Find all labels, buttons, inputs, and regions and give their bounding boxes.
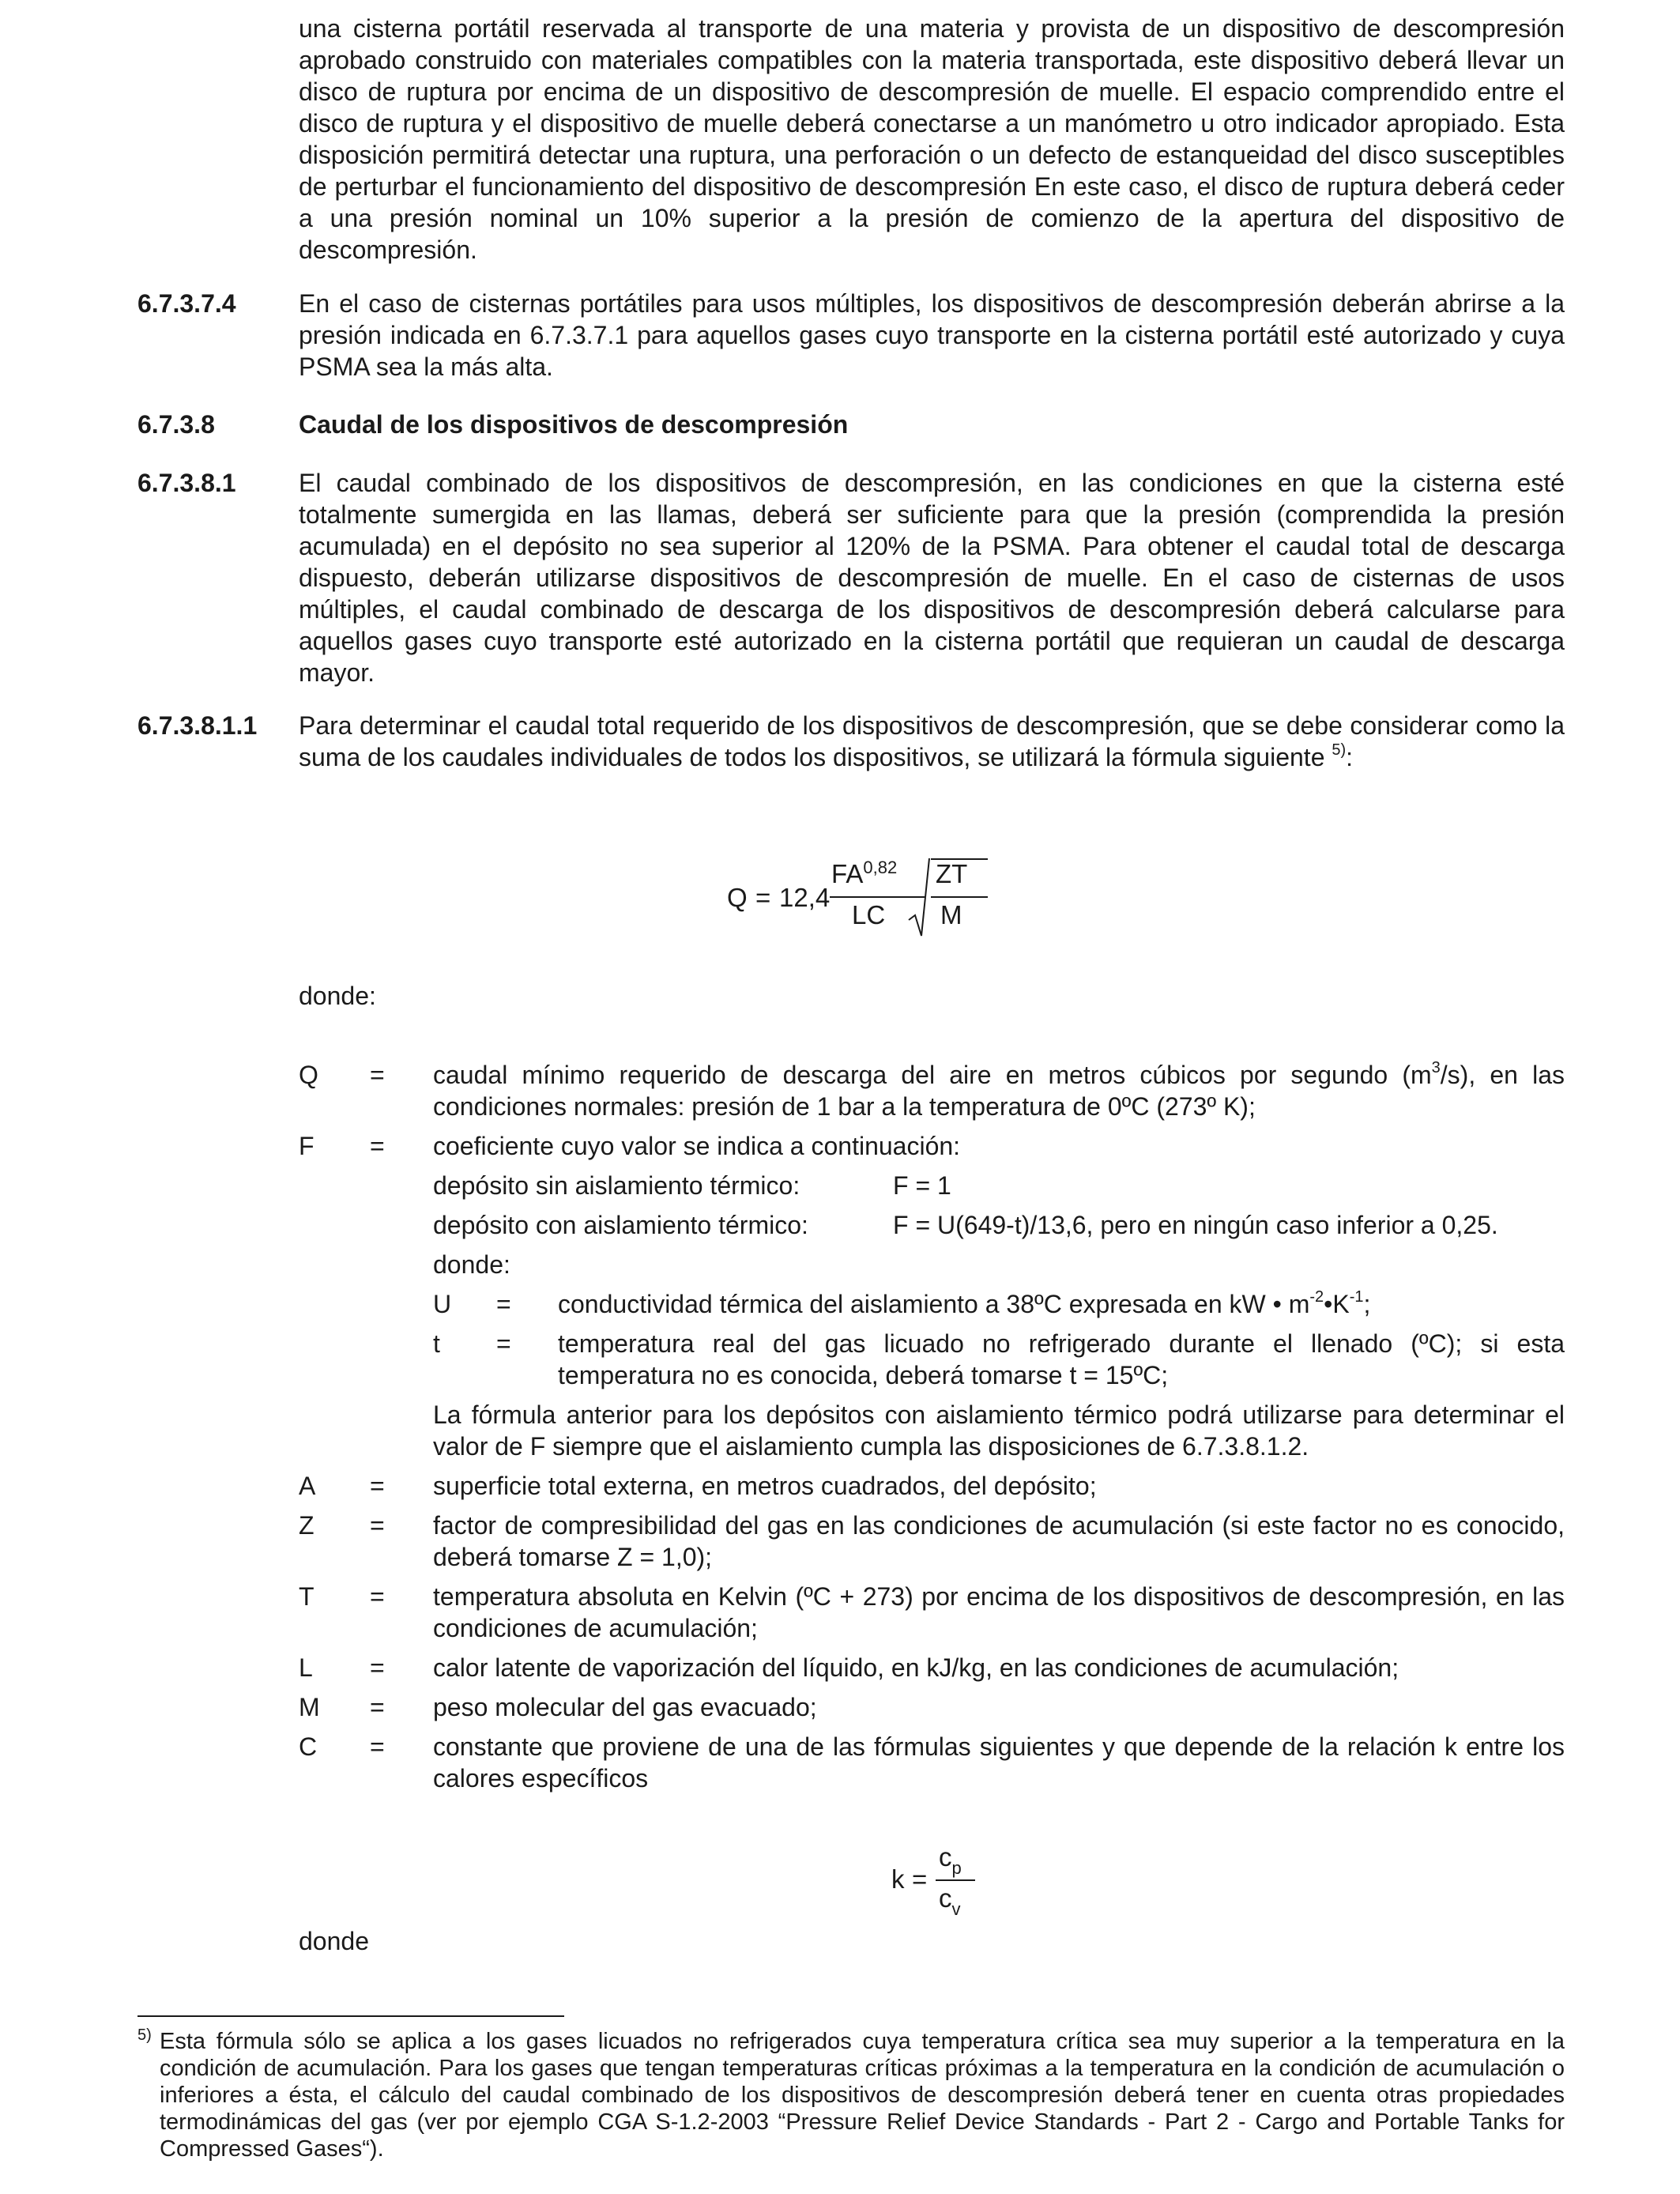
footnote-mark: 5): [137, 2026, 152, 2044]
numerator-subscript: p: [951, 1858, 962, 1878]
equals: =: [370, 1132, 385, 1160]
case-label: depósito con aislamiento térmico:: [433, 1211, 808, 1239]
section-text-tail: :: [1346, 743, 1354, 771]
where-label: donde:: [299, 982, 376, 1010]
text-part: ;: [1363, 1290, 1371, 1318]
equals: =: [370, 1693, 385, 1721]
equals: =: [496, 1329, 511, 1358]
formula-lhs: Q: [727, 883, 748, 912]
formula-numerator: [831, 858, 897, 893]
where-label-2: donde: [299, 1927, 369, 1955]
equals: =: [370, 1653, 385, 1682]
section-heading: Caudal de los dispositivos de descompresión: [299, 410, 849, 439]
text-part: •K: [1324, 1290, 1350, 1318]
definition-text: [558, 1288, 1565, 1320]
square-root-icon: [907, 854, 931, 941]
footnote-text: Esta fórmula sólo se aplica a los gases licuados no refrigerados cuya temperatura crítica sea muy superior a la temperatura en la condición de acumulación. Para los gases que tengan temperaturas críticas próximas a la temperatura en la condición de acumulación o inferiores a ésta, el cálculo del caudal combinado de los dispositivos de descompresión deberá tener en cuenta otras propiedades termodinámicas del gas (ver por ejemplo CGA S-1.2-2003 “Pressure Relief Device Standards - Part 2 - Cargo and Portable Tanks for Compressed Gases“).: [160, 2029, 1565, 2162]
text-part: conductividad térmica del aislamiento a 38ºC expresada en kW • m: [558, 1290, 1310, 1318]
k-formula: [891, 1842, 986, 1921]
symbol: M: [299, 1693, 320, 1721]
definition-text: coeficiente cuyo valor se indica a continuación:: [433, 1132, 961, 1160]
footnote-reference: 5): [1332, 741, 1347, 759]
case-label: depósito sin aislamiento térmico:: [433, 1171, 800, 1200]
definition-text: temperatura absoluta en Kelvin (ºC + 273) por encima de los dispositivos de descompresión, en las condiciones de acumulación;: [433, 1582, 1565, 1642]
section-number: 6.7.3.8: [137, 410, 215, 439]
symbol: T: [299, 1582, 315, 1611]
root-numerator: ZT: [936, 859, 968, 888]
definition-text: constante que proviene de una de las fórmulas siguientes y que depende de la relación k entre los calores específicos: [433, 1732, 1565, 1793]
denominator-base: c: [939, 1883, 952, 1913]
equals: =: [370, 1472, 385, 1500]
where-label: donde:: [433, 1250, 510, 1279]
superscript: -1: [1349, 1288, 1364, 1306]
equals: =: [370, 1582, 385, 1611]
section-number: 6.7.3.8.1: [137, 469, 236, 497]
symbol: L: [299, 1653, 313, 1682]
footnote-separator: [137, 2015, 564, 2017]
definition-text: temperatura real del gas licuado no refrigerado durante el llenado (ºC); si esta temperatura no es conocida, deberá tomarse t = 15ºC;: [558, 1329, 1565, 1389]
formula-denominator: LC: [852, 900, 886, 929]
formula-numerator: [939, 1842, 962, 1876]
equals: =: [370, 1732, 385, 1761]
section-text: En el caso de cisternas portátiles para usos múltiples, los dispositivos de descompresión deberán abrirse a la presión indicada en 6.7.3.7.1 para aquellos gases cuyo transporte en la cisterna portátil esté autorizado y cuya PSMA sea la más alta.: [299, 289, 1565, 381]
numerator-base: c: [939, 1842, 952, 1872]
section-text: El caudal combinado de los dispositivos de descompresión, en las condiciones en que la cisterna esté totalmente sumergida en las llamas, deberá ser suficiente para que la presión (comprendida la presión acumulada) en el depósito no sea superior al 120% de la PSMA. Para obtener el caudal total de descarga dispuesto, deberán utilizarse dispositivos de descompresión de muelle. En el caso de cisternas de usos múltiples, el caudal combinado de descarga de los dispositivos de descompresión deberá calcularse para aquellos gases cuyo transporte esté autorizado en la cisterna portátil que requieran un caudal de descarga mayor.: [299, 469, 1565, 687]
case-value: F = U(649-t)/13,6, pero en ningún caso inferior a 0,25.: [893, 1211, 1498, 1239]
formula-equals: =: [912, 1864, 928, 1894]
definition-text: factor de compresibilidad del gas en las condiciones de acumulación (si este factor no es conocido, deberá tomarse Z = 1,0);: [433, 1511, 1565, 1571]
definition-text: calor latente de vaporización del líquido, en kJ/kg, en las condiciones de acumulación;: [433, 1653, 1399, 1682]
text-part: /s), en las condiciones normales: presión de 1 bar a la temperatura de 0ºC (273º K);: [433, 1061, 1565, 1121]
symbol: t: [433, 1329, 440, 1358]
root-denominator: M: [940, 900, 962, 929]
fraction-bar: [936, 1879, 975, 1881]
flow-formula: [727, 854, 980, 941]
numerator-base: FA: [831, 859, 864, 888]
symbol: A: [299, 1472, 316, 1500]
formula-equals: =: [755, 883, 771, 912]
intro-paragraph: una cisterna portátil reservada al transporte de una materia y provista de un dispositivo de descompresión aprobado construido con materiales compatibles con la materia transportada, este dispositivo deberá llevar un disco de ruptura por encima de un dispositivo de descompresión de muelle. El espacio comprendido entre el disco de ruptura y el dispositivo de muelle deberá conectarse a un manómetro u otro indicador apropiado. Esta disposición permitirá detectar una ruptura, una perforación o un defecto de estanqueidad del disco susceptibles de perturbar el funcionamiento del dispositivo de descompresión En este caso, el disco de ruptura deberá ceder a una presión nominal un 10% superior a la presión de comienzo de la apertura del dispositivo de descompresión.: [299, 14, 1565, 264]
formula-lhs: k: [891, 1864, 905, 1894]
definition-text: peso molecular del gas evacuado;: [433, 1693, 817, 1721]
denominator-subscript: v: [951, 1899, 961, 1919]
definition-text: superficie total externa, en metros cuadrados, del depósito;: [433, 1472, 1097, 1500]
symbol: U: [433, 1290, 452, 1318]
symbol: Z: [299, 1511, 315, 1540]
root-fraction-bar: [931, 896, 988, 898]
section-number: 6.7.3.8.1.1: [137, 711, 258, 740]
superscript: -2: [1309, 1288, 1324, 1306]
equals: =: [496, 1290, 511, 1318]
equals: =: [370, 1511, 385, 1540]
symbol: C: [299, 1732, 318, 1761]
f-insulation-note: La fórmula anterior para los depósitos con aislamiento térmico podrá utilizarse para determinar el valor de F siempre que el aislamiento cumpla las disposiciones de 6.7.3.8.1.2.: [433, 1400, 1565, 1461]
formula-denominator: [939, 1883, 961, 1917]
case-value: F = 1: [893, 1171, 951, 1200]
symbol: Q: [299, 1061, 318, 1089]
superscript: 3: [1431, 1059, 1441, 1076]
equals: =: [370, 1061, 385, 1089]
definition-text: [433, 1059, 1565, 1122]
section-number: 6.7.3.7.4: [137, 289, 236, 318]
section-text: [299, 710, 1565, 773]
symbol: F: [299, 1132, 315, 1160]
section-text-main: Para determinar el caudal total requerido de los dispositivos de descompresión, que se debe considerar como la suma de los caudales individuales de todos los dispositivos, se utilizará la fórmula siguiente: [299, 711, 1565, 771]
numerator-exponent: 0,82: [863, 858, 898, 877]
formula-coefficient: 12,4: [779, 883, 831, 912]
text-part: caudal mínimo requerido de descarga del aire en metros cúbicos por segundo (m: [433, 1061, 1432, 1089]
